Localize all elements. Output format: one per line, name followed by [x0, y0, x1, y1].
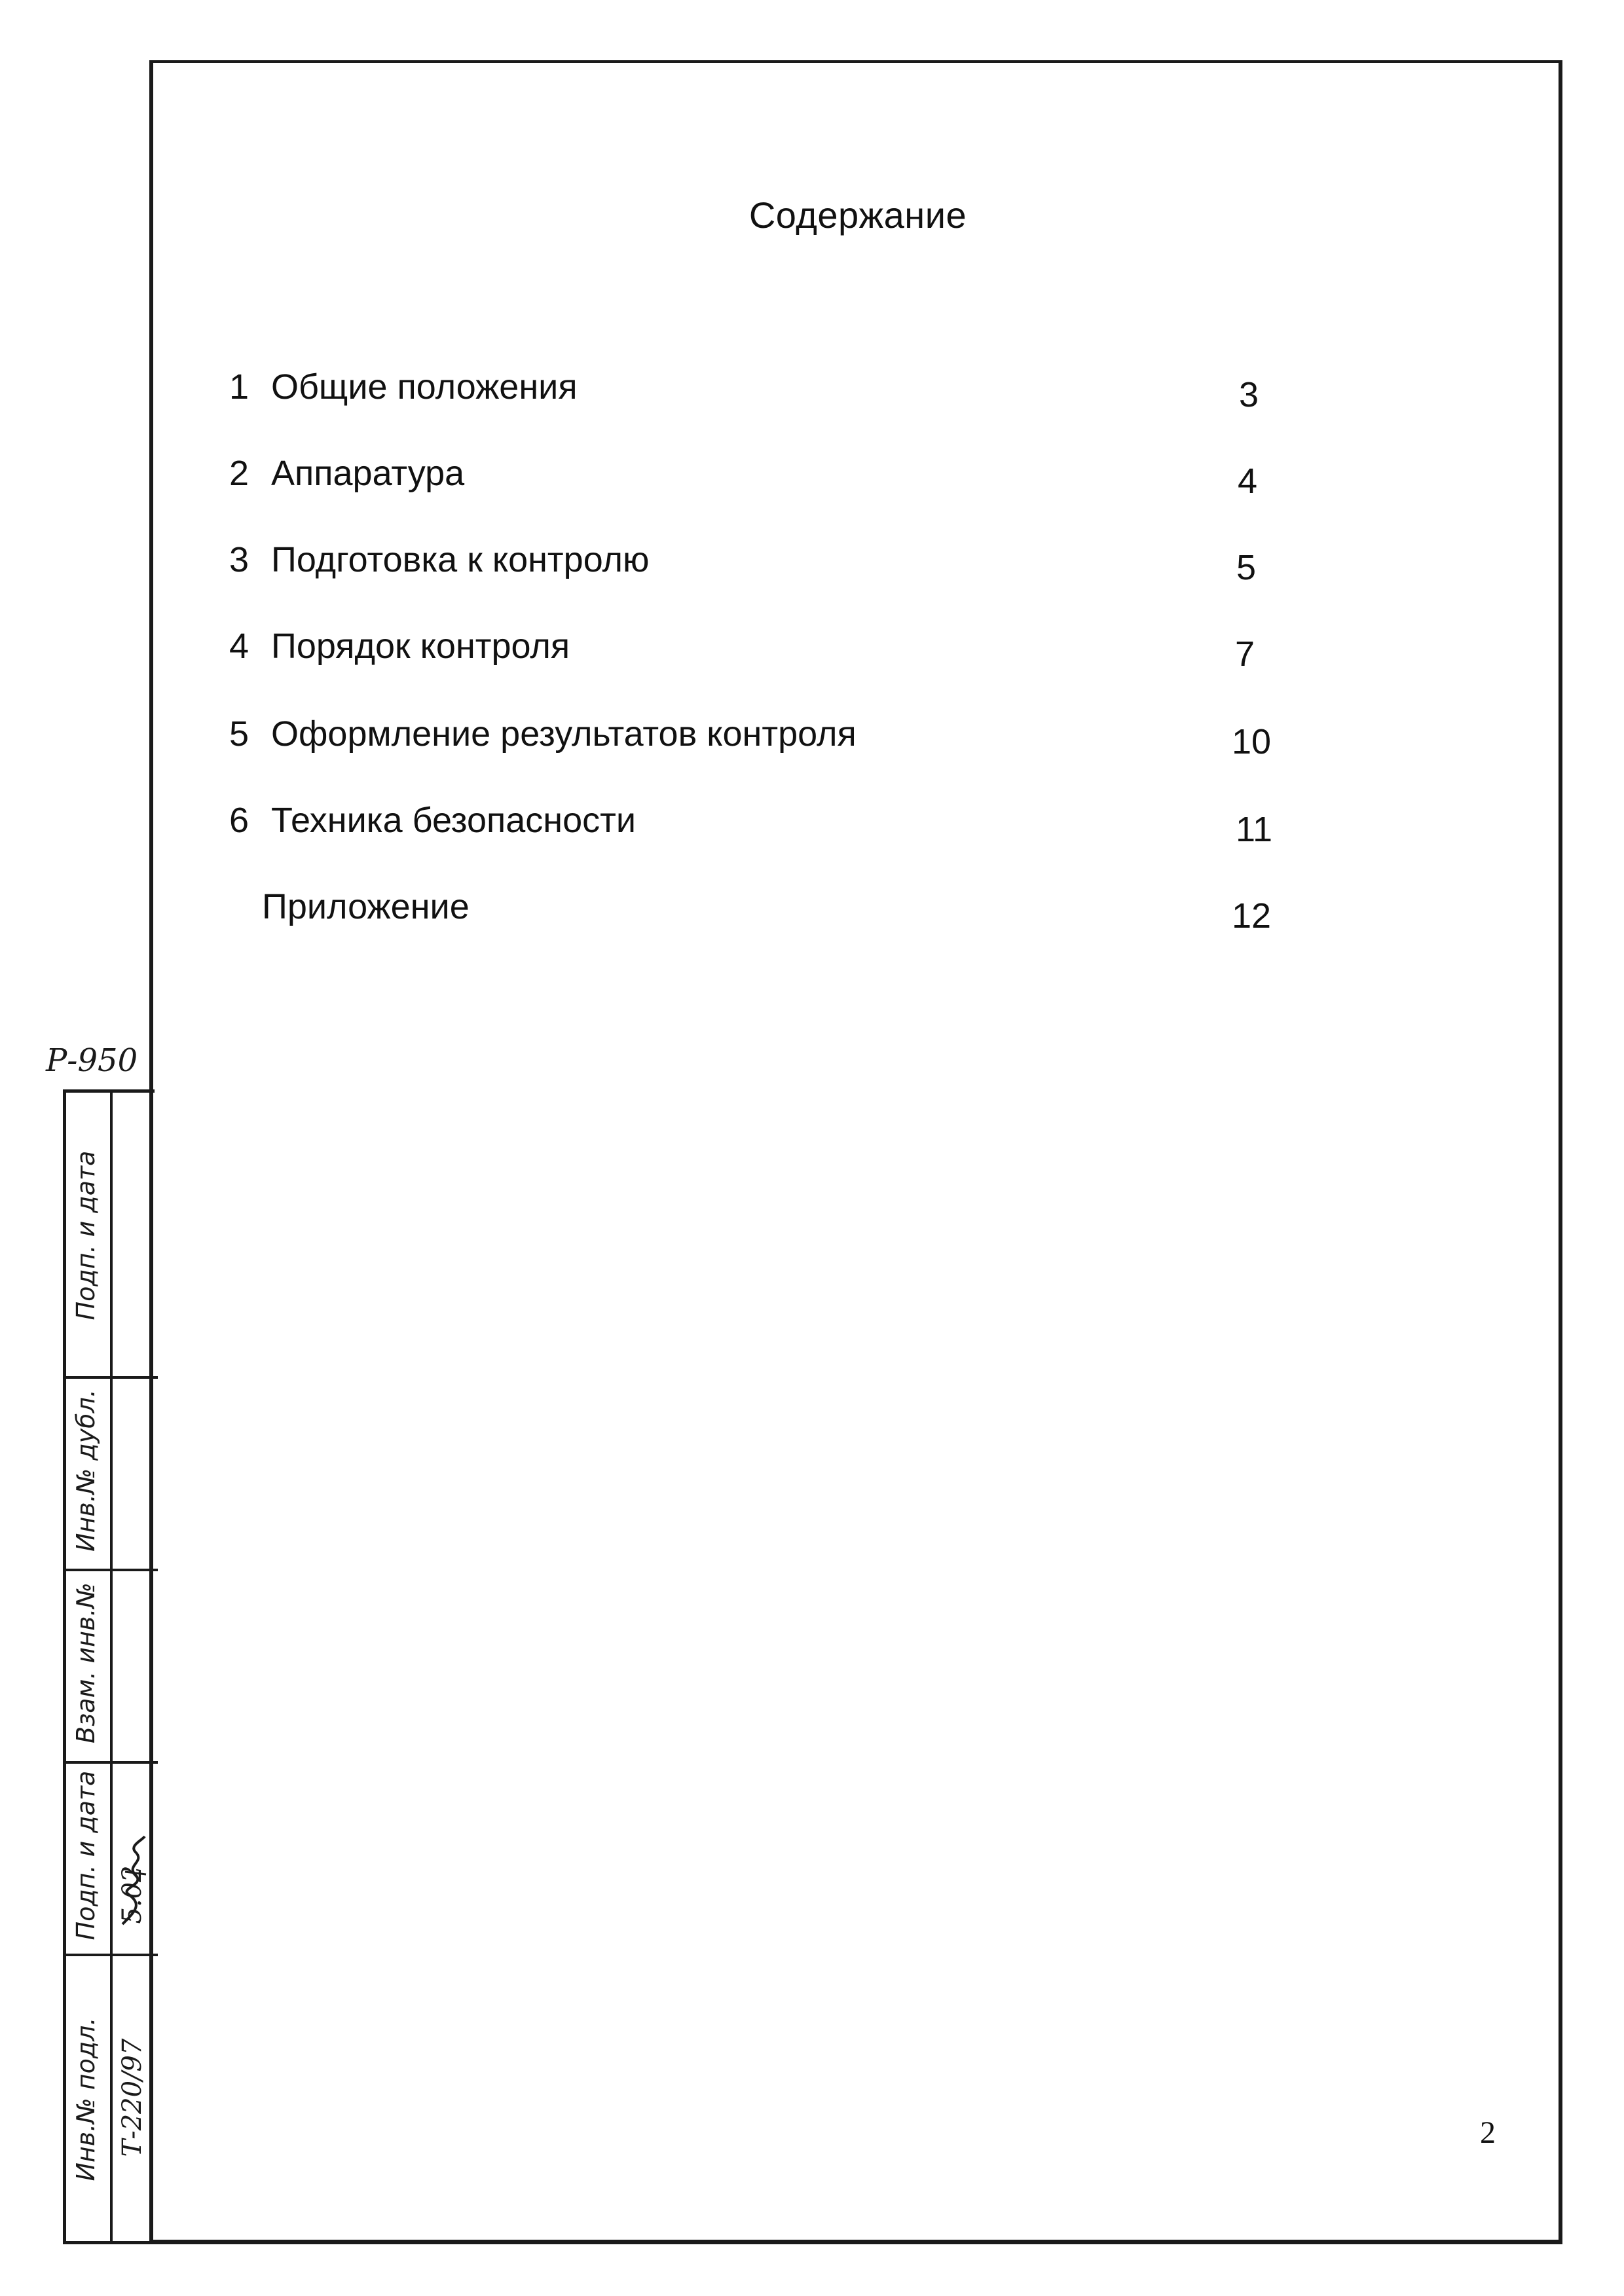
toc-item-page: 10	[1231, 722, 1272, 761]
toc-item-page: 11	[1235, 810, 1273, 849]
toc-item-number: 2	[229, 454, 249, 493]
toc-item-page: 12	[1231, 896, 1272, 936]
toc-item-label: Подготовка к контролю	[271, 540, 650, 579]
toc-item-page: 5	[1236, 548, 1257, 587]
stamp-label-inv-dubl: Инв.№ дубл.	[71, 1389, 100, 1552]
toc-item-page: 3	[1238, 375, 1259, 414]
toc-item-label: Порядок контроля	[271, 627, 570, 666]
toc-item-number: 1	[229, 367, 249, 407]
signature-icon	[116, 1832, 153, 1931]
toc-item-label: Приложение	[262, 887, 470, 926]
margin-stamp	[63, 1089, 155, 2244]
document-code: Р-950	[46, 1042, 138, 1079]
stamp-label-signature-date: Подп. и дата	[71, 1770, 100, 1941]
toc-item-page: 7	[1234, 634, 1255, 674]
toc-item-number: 3	[229, 540, 249, 579]
stamp-divider	[66, 1954, 158, 1956]
toc-item-label: Техника безопасности	[271, 801, 637, 840]
stamp-divider	[110, 1093, 113, 2241]
stamp-value-date: 5.02	[117, 1865, 147, 1924]
toc-item-number: 6	[229, 801, 249, 840]
stamp-value-inv-podl: Т-220/97	[117, 2038, 147, 2157]
toc-item-label: Аппаратура	[271, 454, 465, 493]
page-number: 2	[1480, 2115, 1496, 2150]
stamp-label-vzam-inv: Взам. инв.№	[71, 1582, 100, 1743]
page-title: Содержание	[748, 194, 967, 236]
toc-item-label: Оформление результатов контроля	[271, 714, 857, 754]
stamp-label-signature-date: Подп. и дата	[71, 1150, 100, 1321]
toc-item-number: 4	[229, 627, 249, 666]
toc-item-page: 4	[1237, 462, 1258, 501]
stamp-label-inv-podl: Инв.№ подл.	[71, 2017, 100, 2181]
toc-item-number: 5	[229, 714, 249, 754]
toc-item-label: Общие положения	[271, 367, 578, 407]
